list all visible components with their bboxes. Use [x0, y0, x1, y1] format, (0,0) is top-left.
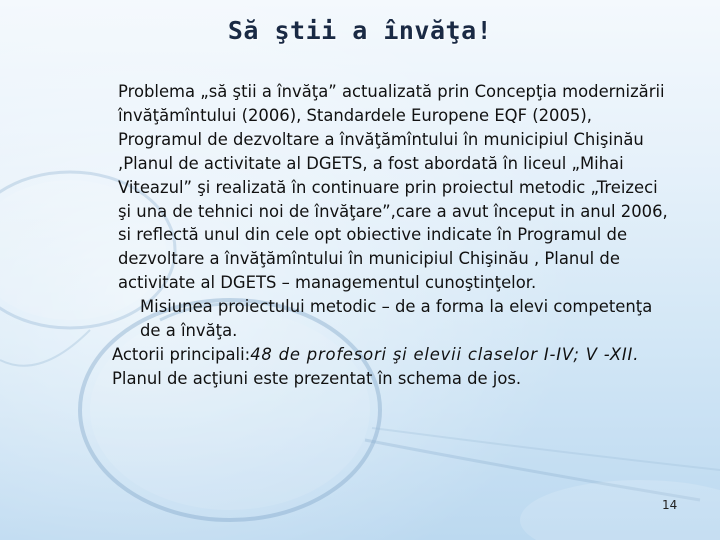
paragraph-plan: Planul de acţiuni este prezentat în schema de jos. — [112, 368, 522, 388]
actors-value: 48 de profesori şi elevii claselor I-IV; V -XII. — [250, 344, 640, 364]
paragraph-problem: Problema „să ştii a învăţa” actualizată prin Concepţia modernizării învăţămîntului (2006), Standardele Europene EQF (2005), Programul de dezvoltare a învăţămîntului în municipiul Chişinău ,Planul de activitate al DGETS, a fost abordată în liceul „Mihai Viteazul” şi realizată în continuare prin proiectul metodic „Treizeci şi una de tehnici noi de învăţare”,care a avut început in anul 2006, si reflectă unul din cele opt obiective indicate în Programul de dezvoltare a învăţămîntului în municipiul Chişinău , Planul de activitate al DGETS – managementul cunoştinţelor. — [118, 82, 668, 293]
paragraph-actors — [112, 343, 672, 367]
actors-label: Actorii principali: — [112, 344, 251, 364]
page-number: 14 — [662, 498, 678, 512]
paragraph-mission: Misiunea proiectului metodic – de a forma la elevi competenţa de a învăţa. — [140, 297, 653, 341]
slide-body — [112, 80, 672, 391]
slide-title: Să ştii a învăţa! — [227, 16, 493, 45]
